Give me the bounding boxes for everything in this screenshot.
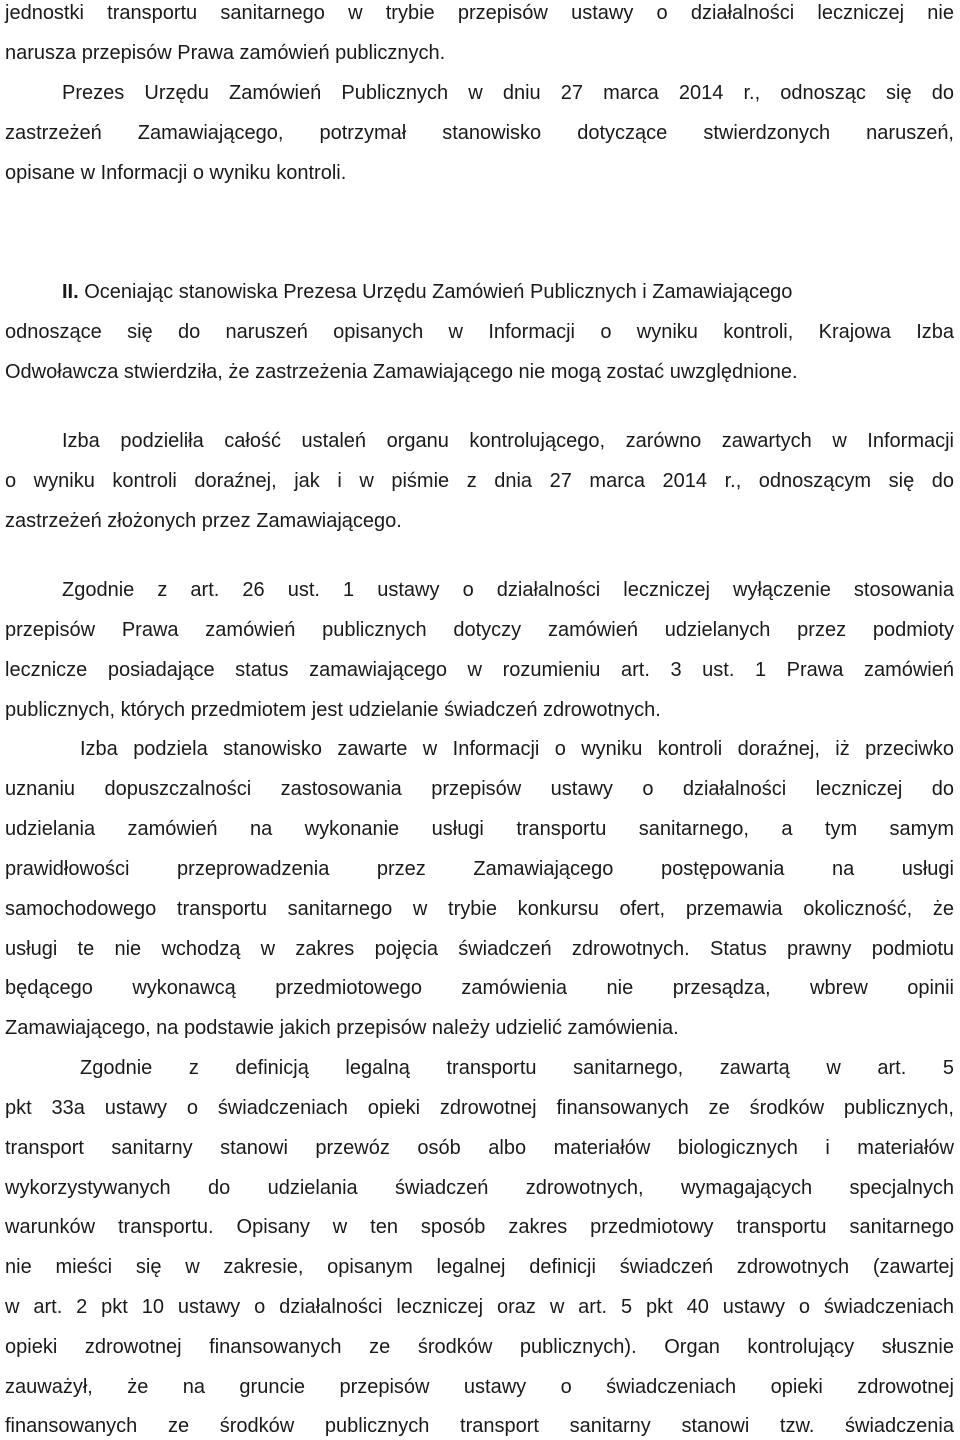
text-line: opieki zdrowotnej finansowanych ze środków publicznych). Organ kontrolujący słusznie bbox=[5, 1336, 954, 1358]
text-line: finansowanych ze środków publicznych transport sanitarny stanowi tzw. świadczenia bbox=[5, 1415, 954, 1437]
text-line: lecznicze posiadające status zamawiającego w rozumieniu art. 3 ust. 1 Prawa zamówień bbox=[5, 659, 954, 681]
section-number: II. bbox=[62, 281, 79, 303]
text-line: usługi te nie wchodzą w zakres pojęcia świadczeń zdrowotnych. Status prawny podmiotu bbox=[5, 938, 954, 960]
text-line: zastrzeżeń złożonych przez Zamawiającego. bbox=[5, 510, 402, 532]
text-line: wykorzystywanych do udzielania świadczeń zdrowotnych, wymagających specjalnych bbox=[5, 1177, 954, 1199]
text-line: o wyniku kontroli doraźnej, jak i w piśmie z dnia 27 marca 2014 r., odnoszącym się do bbox=[5, 470, 954, 492]
text-line: pkt 33a ustawy o świadczeniach opieki zdrowotnej finansowanych ze środków publicznych, bbox=[5, 1097, 954, 1119]
text-line: opisane w Informacji o wyniku kontroli. bbox=[5, 162, 347, 184]
text-line: Zgodnie z definicją legalną transportu sanitarnego, zawartą w art. 5 bbox=[80, 1057, 954, 1079]
text-line: w art. 2 pkt 10 ustawy o działalności leczniczej oraz w art. 5 pkt 40 ustawy o świadczeniach bbox=[5, 1296, 954, 1318]
text-line: udzielania zamówień na wykonanie usługi transportu sanitarnego, a tym samym bbox=[5, 818, 954, 840]
text-line: Izba podziela stanowisko zawarte w Informacji o wyniku kontroli doraźnej, iż przeciwko bbox=[80, 738, 954, 760]
text-line: Oceniając stanowiska Prezesa Urzędu Zamówień Publicznych i Zamawiającego bbox=[78, 281, 793, 303]
text-line: nie mieści się w zakresie, opisanym legalnej definicji świadczeń zdrowotnych (zawartej bbox=[5, 1256, 954, 1278]
text-line: publicznych, których przedmiotem jest udzielanie świadczeń zdrowotnych. bbox=[5, 699, 661, 721]
text-line: zauważył, że na gruncie przepisów ustawy o świadczeniach opieki zdrowotnej bbox=[5, 1376, 954, 1398]
text-line: uznaniu dopuszczalności zastosowania przepisów ustawy o działalności leczniczej do bbox=[5, 778, 954, 800]
text-line: przepisów Prawa zamówień publicznych dotyczy zamówień udzielanych przez podmioty bbox=[5, 619, 954, 641]
text-line: prawidłowości przeprowadzenia przez Zamawiającego postępowania na usługi bbox=[5, 858, 954, 880]
text-line: będącego wykonawcą przedmiotowego zamówienia nie przesądza, wbrew opinii bbox=[5, 977, 954, 999]
text-line: Zgodnie z art. 26 ust. 1 ustawy o działalności leczniczej wyłączenie stosowania bbox=[62, 579, 954, 601]
text-line: samochodowego transportu sanitarnego w trybie konkursu ofert, przemawia okoliczność, że bbox=[5, 898, 954, 920]
text-line: transport sanitarny stanowi przewóz osób albo materiałów biologicznych i materiałów bbox=[5, 1137, 954, 1159]
text-line: Prezes Urzędu Zamówień Publicznych w dniu 27 marca 2014 r., odnosząc się do bbox=[62, 82, 954, 104]
text-line: Izba podzieliła całość ustaleń organu kontrolującego, zarówno zawartych w Informacji bbox=[62, 430, 954, 452]
text-line: warunków transportu. Opisany w ten sposób zakres przedmiotowy transportu sanitarnego bbox=[5, 1216, 954, 1238]
text-line: zastrzeżeń Zamawiającego, potrzymał stanowisko dotyczące stwierdzonych naruszeń, bbox=[5, 122, 954, 144]
text-line: narusza przepisów Prawa zamówień publicznych. bbox=[5, 42, 446, 64]
text-line: jednostki transportu sanitarnego w trybie przepisów ustawy o działalności leczniczej nie bbox=[5, 2, 954, 24]
section-heading-line bbox=[5, 278, 954, 306]
text-line: Zamawiającego, na podstawie jakich przepisów należy udzielić zamówienia. bbox=[5, 1017, 679, 1039]
text-line: odnoszące się do naruszeń opisanych w Informacji o wyniku kontroli, Krajowa Izba bbox=[5, 321, 954, 343]
text-line: Odwoławcza stwierdziła, że zastrzeżenia Zamawiającego nie mogą zostać uwzględnione. bbox=[5, 361, 798, 383]
